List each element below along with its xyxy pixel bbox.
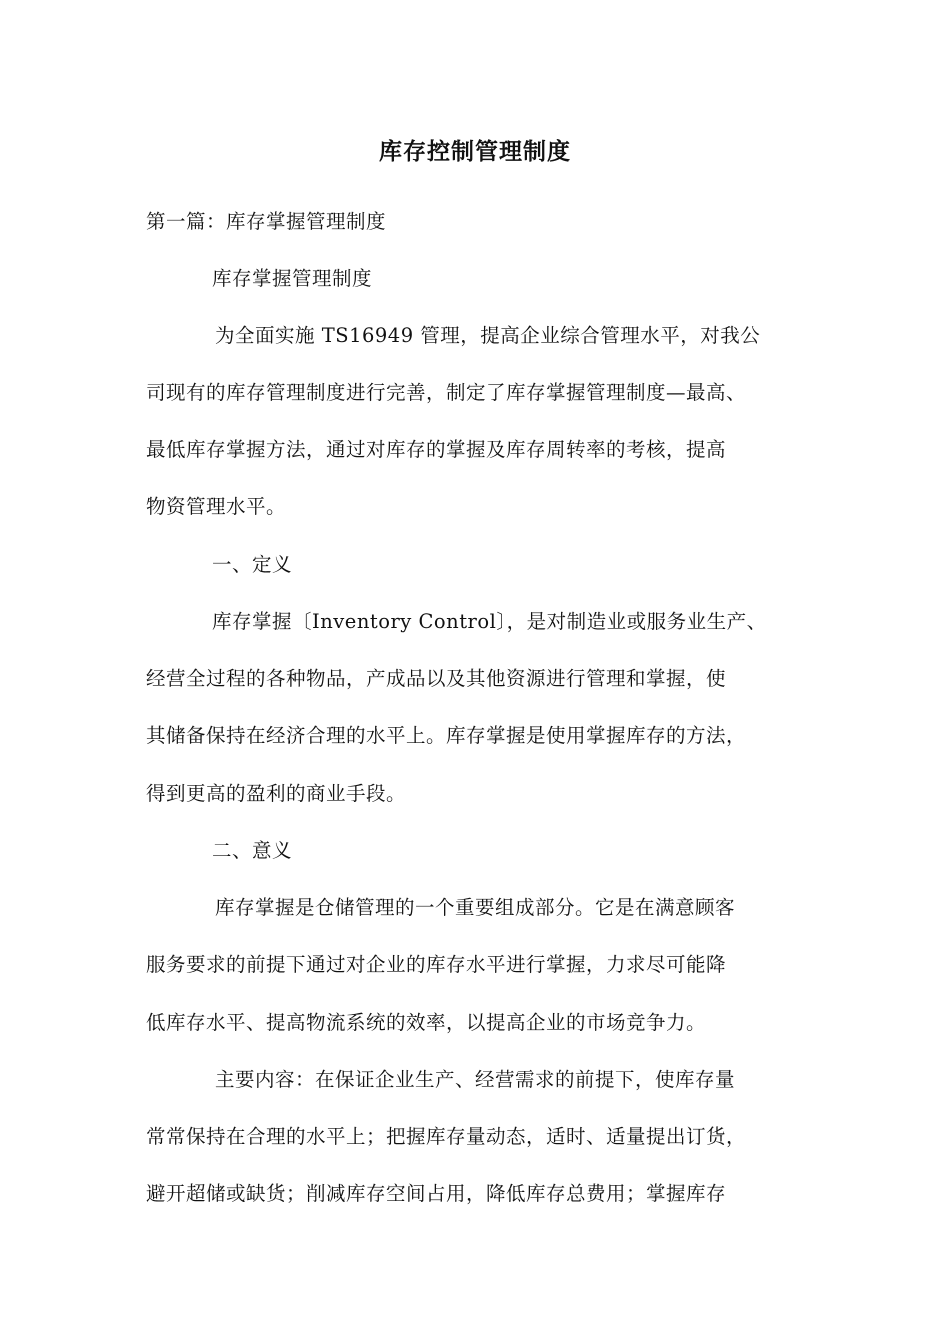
document-title: 库存控制管理制度 xyxy=(379,139,571,165)
subheading-definition: 一、定义 xyxy=(212,553,293,576)
paragraph-line: 避开超储或缺货；削减库存空间占用，降低库存总费用；掌握库存 xyxy=(146,1182,727,1205)
section-heading: 库存掌握管理制度 xyxy=(212,267,373,290)
subheading-significance: 二、意义 xyxy=(212,839,293,862)
paragraph-line: 库存掌握〔Inventory Control〕，是对制造业或服务业生产、 xyxy=(212,610,767,633)
paragraph-line: 得到更高的盈利的商业手段。 xyxy=(146,782,407,805)
paragraph-line: 经营全过程的各种物品，产成品以及其他资源进行管理和掌握，使 xyxy=(146,667,727,690)
paragraph-line: 最低库存掌握方法，通过对库存的掌握及库存周转率的考核，提高 xyxy=(146,438,727,461)
paragraph-line: 其储备保持在经济合理的水平上。库存掌握是使用掌握库存的方法， xyxy=(146,724,747,747)
paragraph-line: 司现有的库存管理制度进行完善，制定了库存掌握管理制度—最高、 xyxy=(146,381,747,404)
paragraph-line: 库存掌握是仓储管理的一个重要组成部分。它是在满意顾客 xyxy=(215,896,736,919)
chapter-heading: 第一篇：库存掌握管理制度 xyxy=(146,210,387,233)
paragraph-line: 服务要求的前提下通过对企业的库存水平进行掌握，力求尽可能降 xyxy=(146,953,727,976)
paragraph-line: 主要内容：在保证企业生产、经营需求的前提下，使库存量 xyxy=(215,1068,736,1091)
paragraph-line: 常常保持在合理的水平上；把握库存量动态，适时、适量提出订货， xyxy=(146,1125,747,1148)
paragraph-line: 为全面实施 TS16949 管理，提高企业综合管理水平，对我公 xyxy=(215,324,761,347)
paragraph-line: 物资管理水平。 xyxy=(146,495,287,518)
paragraph-line: 低库存水平、提高物流系统的效率，以提高企业的市场竞争力。 xyxy=(146,1011,707,1034)
